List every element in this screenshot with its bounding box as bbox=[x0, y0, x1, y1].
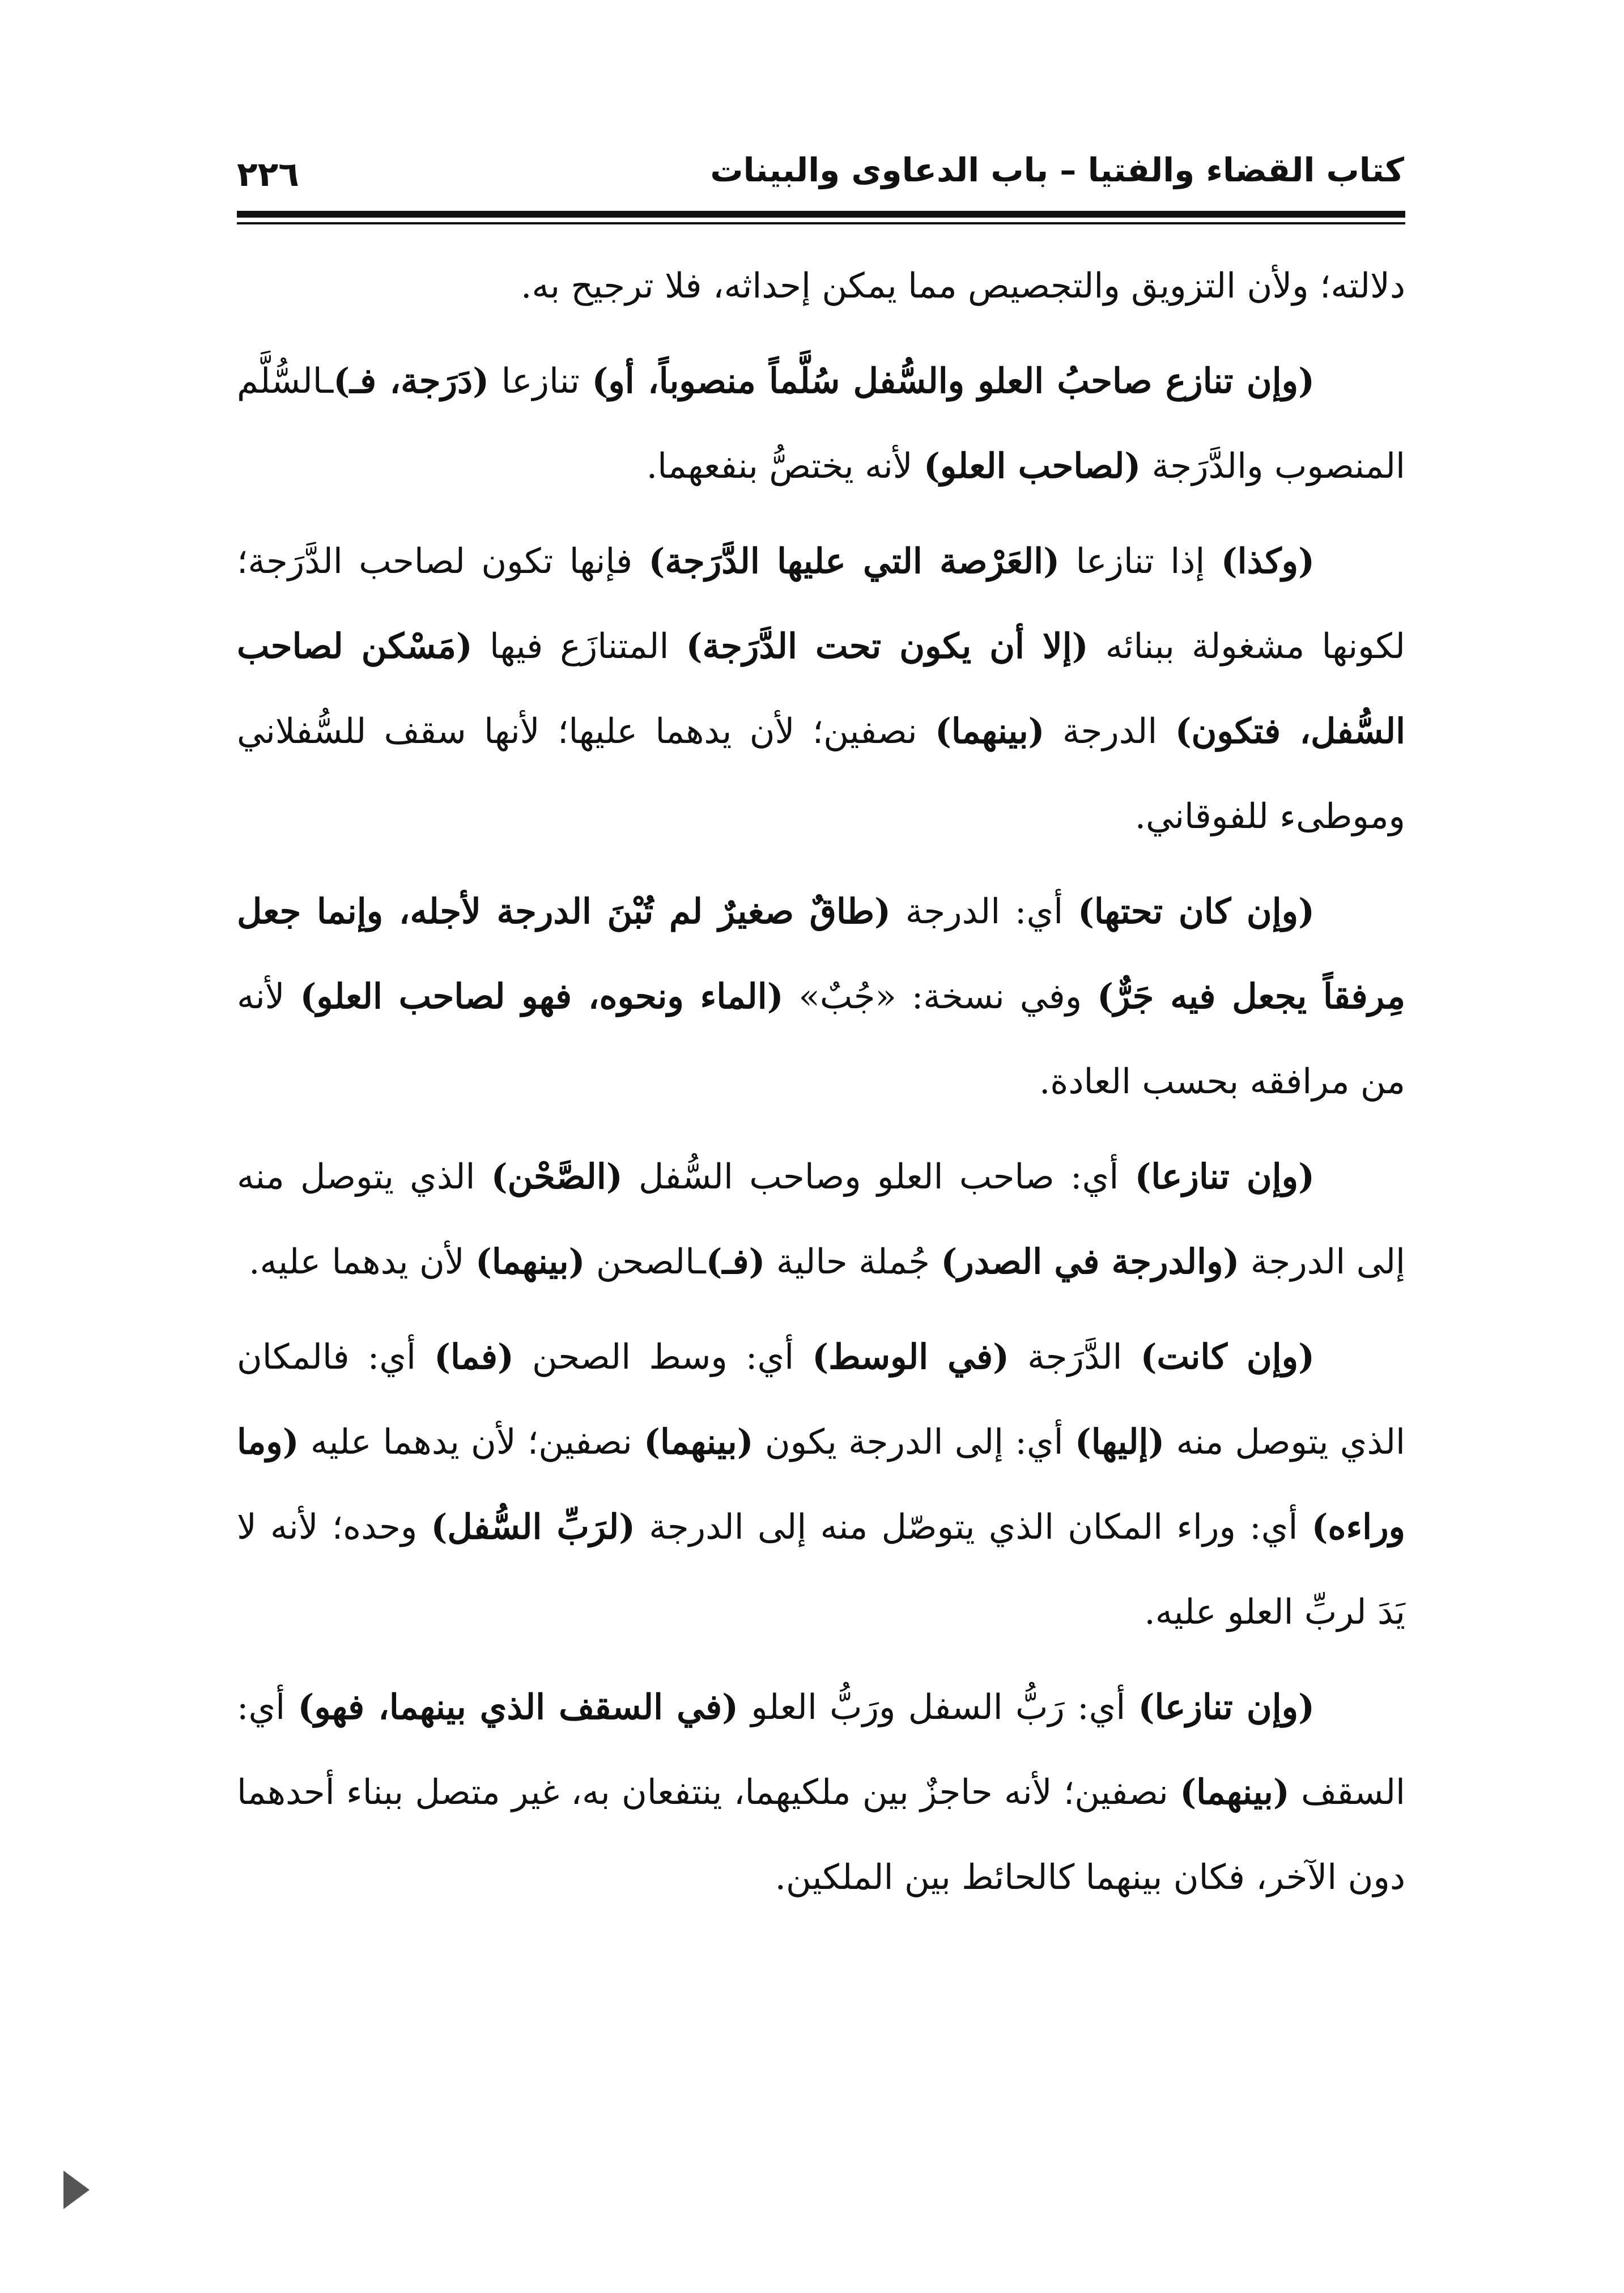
matn-text: (الصَّحْن) bbox=[491, 1157, 623, 1197]
paragraph bbox=[237, 339, 1405, 509]
commentary-text: دلالته؛ ولأن التزويق والتجصيص مما يمكن إحداثه، فلا ترجيح به. bbox=[521, 266, 1405, 306]
matn-text: (بينهما) bbox=[644, 1422, 754, 1462]
matn-text: (بينهما) bbox=[475, 1242, 585, 1282]
matn-text: (بينهما) bbox=[1180, 1772, 1290, 1812]
running-header bbox=[237, 139, 1404, 201]
matn-text: (إلا أن يكون تحت الدَّرَجة) bbox=[686, 626, 1089, 666]
matn-text: (فـ) bbox=[705, 1242, 766, 1282]
commentary-text: إذا تنازعا bbox=[1060, 541, 1221, 581]
commentary-text: الدَّرَجة bbox=[1009, 1337, 1141, 1377]
commentary-text: لأنه من مرافقه بحسب العادة. bbox=[237, 976, 1405, 1102]
matn-text: (وكذا) bbox=[1221, 541, 1315, 581]
commentary-text: أي: فالمكان الذي يتوصل منه bbox=[237, 1337, 1405, 1462]
commentary-text: أي: وراء المكان الذي يتوصّل منه إلى الدرجة bbox=[635, 1507, 1312, 1547]
matn-text: (دَرَجة، فـ) bbox=[333, 361, 490, 401]
matn-text: (في السقف الذي بينهما، فهو) bbox=[297, 1687, 739, 1727]
matn-text: (وإن تنازعا) bbox=[1138, 1687, 1315, 1727]
paragraph bbox=[237, 869, 1405, 1124]
commentary-text: ـالسُّلَّم المنصوب والدَّرَجة bbox=[237, 361, 1405, 486]
matn-text: (طاقٌ صغيرٌ لم تُبْنَ الدرجة لأجله، وإنما جعل مِرفقاً يجعل فيه جَرٌّ) bbox=[237, 891, 1405, 1017]
commentary-text: المتنازَع فيها bbox=[472, 626, 686, 666]
commentary-text: أي: رَبُّ السفل ورَبُّ العلو bbox=[738, 1687, 1138, 1727]
matn-text: (لرَبِّ السُّفل) bbox=[431, 1507, 636, 1547]
header-rule-thin bbox=[237, 222, 1405, 224]
paragraph bbox=[237, 519, 1405, 859]
matn-text: (وإن تنازعا) bbox=[1134, 1157, 1315, 1197]
commentary-text: الدرجة bbox=[1044, 711, 1175, 751]
matn-text: (والدرجة في الصدر) bbox=[941, 1242, 1240, 1282]
matn-text: (وإن كانت) bbox=[1140, 1337, 1315, 1377]
commentary-text: جُملة حالية bbox=[765, 1242, 941, 1282]
matn-text: (وما وراءه) bbox=[237, 1422, 1406, 1547]
commentary-text: وفي نسخة: «جُبٌ» bbox=[783, 976, 1098, 1017]
commentary-text: أي: وسط الصحن bbox=[513, 1337, 813, 1377]
paragraph bbox=[237, 1665, 1405, 1920]
commentary-text: نصفين؛ لأن يدهما عليه bbox=[299, 1422, 644, 1462]
paragraph bbox=[237, 1135, 1405, 1305]
commentary-text: أي: الدرجة bbox=[890, 891, 1078, 932]
matn-text: (الماء ونحوه، فهو لصاحب العلو) bbox=[300, 976, 784, 1017]
commentary-text: لأن يدهما عليه. bbox=[249, 1242, 475, 1282]
matn-text: (العَرْصة التي عليها الدَّرَجة) bbox=[648, 541, 1060, 581]
matn-text: (وإن كان تحتها) bbox=[1077, 891, 1315, 932]
commentary-text: ـالصحن bbox=[585, 1242, 706, 1282]
commentary-text: أي: إلى الدرجة يكون bbox=[753, 1422, 1075, 1462]
header-rule-thick bbox=[237, 211, 1405, 218]
paragraph bbox=[237, 244, 1405, 329]
header-title: كتاب القضاء والفتيا – باب الدعاوى والبينات bbox=[710, 151, 1404, 189]
commentary-text: نصفين؛ لأنه حاجزٌ بين ملكيهما، ينتفعان به، غير متصل ببناء أحدهما دون الآخر، فكان بينهما كالحائط بين الملكين. bbox=[237, 1772, 1405, 1897]
commentary-text: أي: السقف bbox=[237, 1687, 1405, 1812]
commentary-text: فإنها تكون لصاحب الدَّرَجة؛ لكونها مشغولة ببنائه bbox=[237, 541, 1405, 666]
matn-text: (مَسْكن لصاحب السُّفل، فتكون) bbox=[237, 626, 1406, 751]
matn-text: (فما) bbox=[434, 1337, 514, 1377]
commentary-text: الذي يتوصل منه إلى الدرجة bbox=[237, 1157, 1405, 1282]
commentary-text: أي: صاحب العلو وصاحب السُّفل bbox=[622, 1157, 1135, 1197]
matn-text: (إليها) bbox=[1074, 1422, 1165, 1462]
page-corner-mark bbox=[63, 2171, 90, 2209]
matn-text: (في الوسط) bbox=[812, 1337, 1009, 1377]
commentary-text: تنازعا bbox=[489, 361, 592, 401]
commentary-text: وحده؛ لأنه لا يَدَ لربِّ العلو عليه. bbox=[237, 1507, 1405, 1632]
body-text bbox=[237, 244, 1405, 1930]
matn-text: (لصاحب العلو) bbox=[923, 446, 1141, 486]
commentary-text: لأنه يختصُّ بنفعهما. bbox=[646, 446, 924, 486]
matn-text: (وإن تنازع صاحبُ العلو والسُّفل سُلَّماً منصوباً، أو) bbox=[592, 361, 1315, 401]
matn-text: (بينهما) bbox=[935, 711, 1045, 751]
page-number: ٢٢٦ bbox=[237, 155, 299, 194]
paragraph bbox=[237, 1315, 1405, 1655]
commentary-text: نصفين؛ لأن يدهما عليها؛ لأنها سقف للسُّفلاني وموطىء للفوقاني. bbox=[237, 711, 1405, 836]
